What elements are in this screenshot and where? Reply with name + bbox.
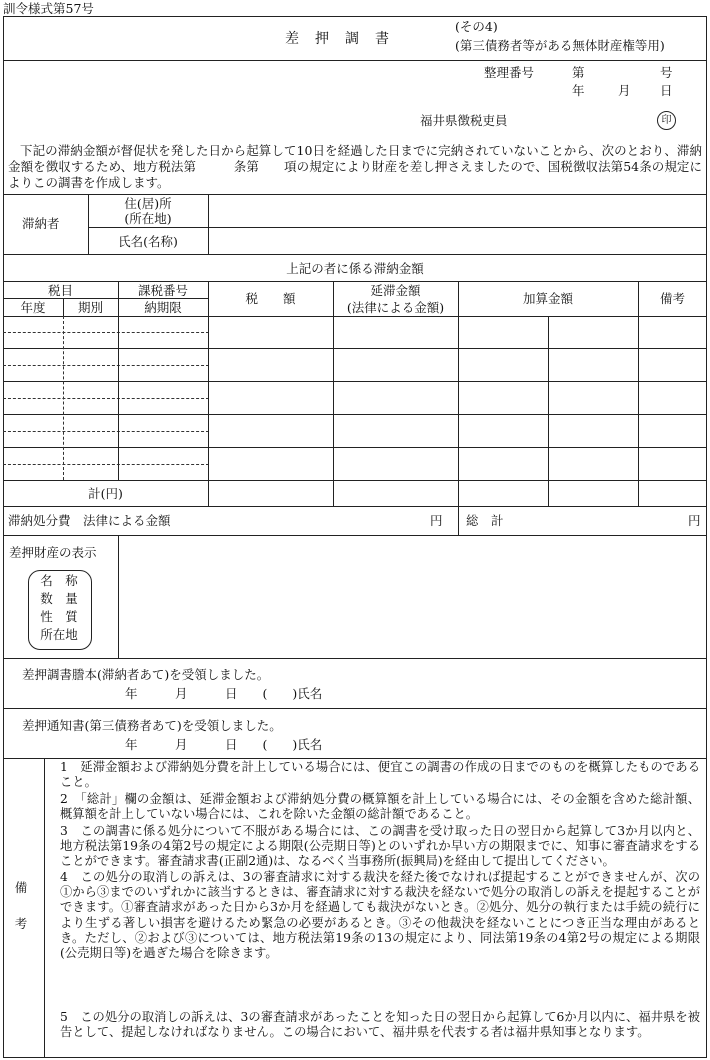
- col-biko: 備考: [659, 291, 685, 306]
- divider: [3, 758, 707, 759]
- receipt-2-text: 差押通知書(第三債務者あて)を受領しました。: [22, 718, 282, 733]
- month-label: 月: [618, 83, 631, 98]
- go-label: 号: [660, 65, 673, 80]
- divider: [3, 254, 707, 255]
- grand-total-label: 総 計: [466, 513, 504, 528]
- col-kazei-bango: 課税番号: [137, 283, 188, 298]
- year-label: 年: [572, 83, 585, 98]
- col-zeigaku: 税 額: [245, 291, 296, 306]
- row-line: [3, 506, 707, 507]
- remark-note: 3 この調書に係る処分について不服がある場合には、この調書を受け取った日の翌日から起算して3か月以内と、地方税法第19条の4第2号の規定による期限(公売期日等)とのいずれか早い方の期限までに、知事に審査請求をすることができます。審査請求書(正副2通)は、なるべく当事務所(振興局)を経由して提出してください。: [60, 824, 700, 869]
- col-entai: 延滞金額: [370, 283, 421, 298]
- row-line: [3, 447, 707, 448]
- col-line: [44, 758, 45, 1058]
- col-nendo: 年度: [20, 300, 46, 315]
- official-label: 福井県徴税吏員: [420, 113, 508, 128]
- property-item: 名 称: [40, 573, 78, 588]
- form-subtitle-1: (その4): [455, 19, 498, 34]
- col-line: [118, 535, 119, 658]
- divider: [3, 535, 707, 536]
- divider: [3, 194, 707, 195]
- form-title: 差 押 調 書: [285, 31, 390, 47]
- remark-note: 1 延滞金額および滞納処分費を計上している場合には、便宜この調書の作成の日までのものを概算したものであること。: [60, 760, 700, 790]
- row-line: [3, 381, 707, 382]
- form-subtitle-2: (第三債務者等がある無体財産権等用): [455, 38, 665, 53]
- row-line: [3, 414, 707, 415]
- receipt-1-date-line: 年 月 日 ( )氏名: [125, 686, 323, 701]
- divider: [3, 281, 707, 282]
- property-label: 差押財産の表示: [9, 545, 97, 560]
- total-label: 計(円): [88, 486, 123, 501]
- col-kibetsu: 期別: [77, 300, 103, 315]
- taxpayer-label: 滞納者: [22, 216, 60, 231]
- yen-label: 円: [688, 513, 701, 528]
- col-line: [458, 281, 459, 506]
- divider: [3, 60, 707, 61]
- col-line: [548, 316, 549, 506]
- col-noukigen: 納期限: [144, 300, 182, 315]
- remark-note: 5 この処分の取消しの訴えは、3の審査請求があったことを知った日の翌日から起算して6か月以内に、福井県を被告として、提起しなければなりません。この場合において、福井県を代表する者は福井県知事となります。: [60, 1010, 700, 1040]
- amount-heading: 上記の者に係る滞納金額: [286, 261, 424, 276]
- remark-note: 2 「総計」欄の金額は、延滞金額および滞納処分費の概算額を計上している場合には、その金額を含めた総計額、概算額を計上していない場合には、これを除いた金額の総計額であること。: [60, 792, 700, 822]
- costs-label: 滞納処分費 法律による金額: [8, 513, 171, 528]
- divider: [88, 227, 707, 228]
- row-line: [3, 348, 707, 349]
- col-zeimoku: 税目: [47, 283, 73, 298]
- receipt-2-date-line: 年 月 日 ( )氏名: [125, 737, 323, 752]
- seal-mark: 印: [657, 111, 676, 130]
- col-line: [458, 506, 459, 535]
- address-sublabel: (所在地): [124, 211, 172, 226]
- col-line: [208, 281, 209, 506]
- address-label: 住(居)所: [124, 196, 172, 211]
- row-line: [3, 480, 707, 481]
- sub-row-line: [3, 464, 209, 465]
- sub-row-line: [3, 398, 209, 399]
- name-label: 氏名(名称): [118, 234, 178, 249]
- sub-row-line: [3, 365, 209, 366]
- property-item: 性 質: [40, 609, 78, 624]
- property-item: 所在地: [40, 627, 78, 642]
- form-id: 訓令様式第57号: [3, 1, 94, 16]
- col-line: [63, 316, 64, 480]
- divider: [3, 658, 707, 659]
- col-line: [638, 281, 639, 506]
- remarks-label: 備 考: [14, 880, 53, 931]
- seiri-label: 整理番号: [484, 65, 535, 80]
- col-kasan: 加算金額: [522, 291, 573, 306]
- remark-note: 4 この処分の取消しの訴えは、3の審査請求に対する裁決を経た後でなければ提起することができませんが、次の①から③までのいずれかに該当するときは、審査請求に対する裁決を経ないで処分の取消しの訴えを提起することができます。①審査請求があった日から3か月を経過しても裁決がないとき。②処分、処分の執行または手続の続行により生ずる著しい損害を避けるため緊急の必要があるとき。③その他裁決を経ないことにつき正当な理由があるとき。ただし、②および③については、地方税法第19条の13の規定により、同法第19条の4第2号の規定による期限(公売期日等)を過ぎた場合を除きます。: [60, 870, 700, 961]
- dai-label: 第: [572, 65, 585, 80]
- col-entai-sub: (法律による金額): [346, 300, 445, 315]
- divider: [3, 708, 707, 709]
- receipt-1-text: 差押調書謄本(滞納者あて)を受領しました。: [22, 667, 270, 682]
- sub-row-line: [3, 332, 209, 333]
- property-item: 数 量: [40, 591, 78, 606]
- intro-text: 下記の滞納金額が督促状を発した日から起算して10日を経過した日までに完納されていないことから、次のとおり、滞納金額を徴収するため、地方税法第 条第 項の規定により財産を差し押さえましたので、国税徴収法第54条の規定によりこの調書を作成します。: [8, 143, 702, 190]
- yen-label: 円: [430, 513, 443, 528]
- sub-row-line: [3, 431, 209, 432]
- day-label: 日: [660, 83, 673, 98]
- divider: [3, 316, 707, 317]
- divider: [208, 194, 209, 254]
